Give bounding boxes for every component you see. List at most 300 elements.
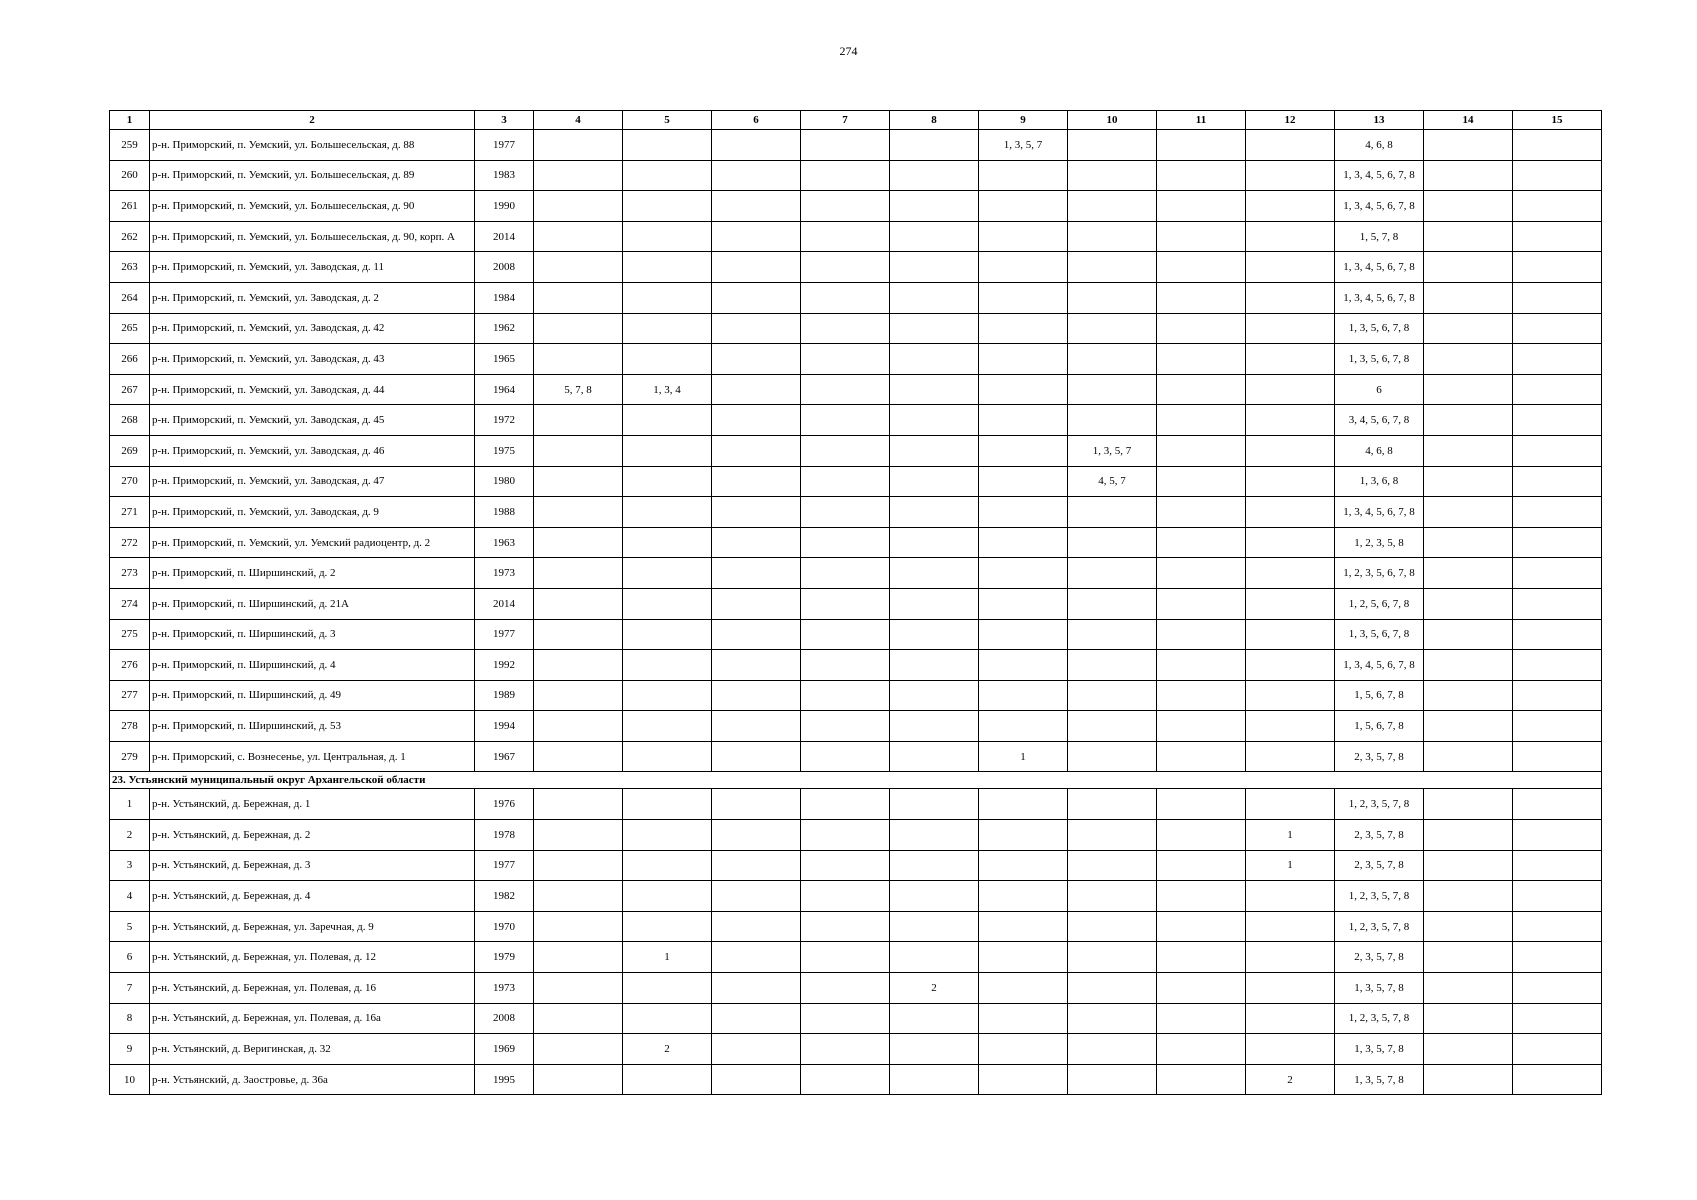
value-cell — [890, 881, 979, 912]
value-cell — [1246, 527, 1335, 558]
address-cell: р-н. Приморский, п. Уемский, ул. Большесельская, д. 89 — [150, 160, 475, 191]
table-row — [110, 313, 1602, 344]
value-cell — [1157, 527, 1246, 558]
value-cell — [1068, 191, 1157, 222]
value-cell: 4, 5, 7 — [1068, 466, 1157, 497]
value-cell — [1246, 252, 1335, 283]
value-cell — [801, 741, 890, 772]
year-cell: 2014 — [475, 588, 534, 619]
value-cell — [890, 160, 979, 191]
column-header: 1 — [110, 111, 150, 130]
table-row — [110, 942, 1602, 973]
value-cell — [890, 191, 979, 222]
value-cell — [1157, 1034, 1246, 1065]
value-cell — [623, 435, 712, 466]
value-cell — [1157, 711, 1246, 742]
year-cell: 1977 — [475, 619, 534, 650]
value-cell — [890, 711, 979, 742]
value-cell — [712, 881, 801, 912]
row-number-cell: 4 — [110, 881, 150, 912]
value-cell: 1, 5, 6, 7, 8 — [1335, 680, 1424, 711]
row-number-cell: 266 — [110, 344, 150, 375]
value-cell — [890, 374, 979, 405]
value-cell — [1246, 221, 1335, 252]
value-cell — [1424, 497, 1513, 528]
value-cell — [534, 911, 623, 942]
value-cell — [801, 1064, 890, 1095]
value-cell — [1068, 313, 1157, 344]
value-cell — [890, 1003, 979, 1034]
column-header: 15 — [1513, 111, 1602, 130]
value-cell — [801, 466, 890, 497]
value-cell — [623, 405, 712, 436]
value-cell — [1068, 850, 1157, 881]
value-cell — [801, 527, 890, 558]
value-cell — [623, 221, 712, 252]
row-number-cell: 261 — [110, 191, 150, 222]
value-cell — [1424, 252, 1513, 283]
address-cell: р-н. Устьянский, д. Бережная, ул. Полевая, д. 16а — [150, 1003, 475, 1034]
value-cell — [979, 497, 1068, 528]
table-row — [110, 881, 1602, 912]
value-cell: 2, 3, 5, 7, 8 — [1335, 741, 1424, 772]
row-number-cell: 268 — [110, 405, 150, 436]
value-cell — [1157, 850, 1246, 881]
value-cell — [1068, 130, 1157, 161]
address-cell: р-н. Приморский, п. Уемский, ул. Заводская, д. 44 — [150, 374, 475, 405]
value-cell — [979, 1003, 1068, 1034]
value-cell — [890, 680, 979, 711]
value-cell — [534, 1034, 623, 1065]
value-cell — [979, 1034, 1068, 1065]
value-cell — [1246, 789, 1335, 820]
row-number-cell: 263 — [110, 252, 150, 283]
value-cell — [534, 313, 623, 344]
value-cell — [1068, 680, 1157, 711]
value-cell — [1513, 680, 1602, 711]
value-cell: 1, 3, 5, 6, 7, 8 — [1335, 313, 1424, 344]
value-cell — [712, 650, 801, 681]
column-header: 13 — [1335, 111, 1424, 130]
value-cell — [979, 527, 1068, 558]
value-cell — [1157, 313, 1246, 344]
value-cell: 1, 3, 4, 5, 6, 7, 8 — [1335, 252, 1424, 283]
year-cell: 1982 — [475, 881, 534, 912]
value-cell — [1068, 1003, 1157, 1034]
year-cell: 1990 — [475, 191, 534, 222]
year-cell: 1980 — [475, 466, 534, 497]
table-row — [110, 130, 1602, 161]
table-row — [110, 789, 1602, 820]
value-cell: 4, 6, 8 — [1335, 130, 1424, 161]
value-cell — [1157, 820, 1246, 851]
value-cell — [623, 282, 712, 313]
value-cell — [1513, 221, 1602, 252]
year-cell: 1978 — [475, 820, 534, 851]
row-number-cell: 262 — [110, 221, 150, 252]
value-cell: 1, 3, 4, 5, 6, 7, 8 — [1335, 650, 1424, 681]
year-cell: 2008 — [475, 252, 534, 283]
year-cell: 1988 — [475, 497, 534, 528]
table-row — [110, 1003, 1602, 1034]
value-cell — [623, 313, 712, 344]
table-row — [110, 973, 1602, 1004]
value-cell — [1246, 374, 1335, 405]
address-cell: р-н. Приморский, п. Ширшинский, д. 3 — [150, 619, 475, 650]
value-cell: 1, 2, 3, 5, 8 — [1335, 527, 1424, 558]
value-cell — [623, 911, 712, 942]
value-cell — [890, 850, 979, 881]
row-number-cell: 277 — [110, 680, 150, 711]
value-cell — [801, 973, 890, 1004]
column-header: 14 — [1424, 111, 1513, 130]
value-cell — [890, 466, 979, 497]
value-cell — [623, 588, 712, 619]
value-cell — [1157, 1064, 1246, 1095]
value-cell — [623, 650, 712, 681]
value-cell — [1246, 282, 1335, 313]
value-cell — [890, 344, 979, 375]
value-cell — [890, 313, 979, 344]
address-cell: р-н. Устьянский, д. Бережная, ул. Заречная, д. 9 — [150, 911, 475, 942]
value-cell — [1246, 191, 1335, 222]
value-cell — [1424, 313, 1513, 344]
value-cell — [1513, 497, 1602, 528]
value-cell — [1424, 160, 1513, 191]
value-cell — [534, 191, 623, 222]
year-cell: 2008 — [475, 1003, 534, 1034]
row-number-cell: 259 — [110, 130, 150, 161]
value-cell — [801, 374, 890, 405]
value-cell: 1 — [1246, 850, 1335, 881]
value-cell — [801, 313, 890, 344]
value-cell — [1068, 558, 1157, 589]
value-cell — [801, 588, 890, 619]
value-cell — [1157, 282, 1246, 313]
address-cell: р-н. Приморский, с. Вознесенье, ул. Центральная, д. 1 — [150, 741, 475, 772]
value-cell: 1, 5, 6, 7, 8 — [1335, 711, 1424, 742]
value-cell: 1, 3, 5, 6, 7, 8 — [1335, 344, 1424, 375]
value-cell — [1157, 789, 1246, 820]
value-cell — [1246, 1003, 1335, 1034]
value-cell — [1424, 1064, 1513, 1095]
value-cell: 2, 3, 5, 7, 8 — [1335, 820, 1424, 851]
value-cell — [1424, 1034, 1513, 1065]
column-header: 2 — [150, 111, 475, 130]
address-cell: р-н. Приморский, п. Уемский, ул. Заводская, д. 45 — [150, 405, 475, 436]
address-cell: р-н. Устьянский, д. Бережная, д. 2 — [150, 820, 475, 851]
column-header: 9 — [979, 111, 1068, 130]
value-cell — [534, 344, 623, 375]
address-cell: р-н. Устьянский, д. Бережная, ул. Полевая, д. 16 — [150, 973, 475, 1004]
value-cell — [979, 405, 1068, 436]
value-cell — [801, 881, 890, 912]
value-cell — [1068, 711, 1157, 742]
value-cell — [623, 191, 712, 222]
value-cell — [1513, 881, 1602, 912]
address-cell: р-н. Приморский, п. Уемский, ул. Заводская, д. 2 — [150, 282, 475, 313]
value-cell: 1, 3, 4, 5, 6, 7, 8 — [1335, 497, 1424, 528]
value-cell — [1513, 435, 1602, 466]
value-cell — [623, 881, 712, 912]
header-row — [110, 111, 1602, 130]
value-cell: 1, 3, 5, 7, 8 — [1335, 1034, 1424, 1065]
value-cell — [979, 942, 1068, 973]
value-cell: 2, 3, 5, 7, 8 — [1335, 850, 1424, 881]
value-cell: 1, 3, 4, 5, 6, 7, 8 — [1335, 160, 1424, 191]
address-cell: р-н. Приморский, п. Уемский, ул. Уемский радиоцентр, д. 2 — [150, 527, 475, 558]
value-cell — [623, 1064, 712, 1095]
value-cell — [534, 435, 623, 466]
value-cell — [1513, 911, 1602, 942]
row-number-cell: 271 — [110, 497, 150, 528]
year-cell: 1973 — [475, 558, 534, 589]
value-cell — [712, 820, 801, 851]
value-cell — [1246, 497, 1335, 528]
address-cell: р-н. Приморский, п. Уемский, ул. Заводская, д. 46 — [150, 435, 475, 466]
table-row — [110, 619, 1602, 650]
address-cell: р-н. Приморский, п. Уемский, ул. Заводская, д. 9 — [150, 497, 475, 528]
year-cell: 2014 — [475, 221, 534, 252]
value-cell — [979, 344, 1068, 375]
value-cell — [623, 789, 712, 820]
address-cell: р-н. Приморский, п. Ширшинский, д. 2 — [150, 558, 475, 589]
value-cell — [1068, 1034, 1157, 1065]
value-cell — [712, 1003, 801, 1034]
value-cell — [1157, 619, 1246, 650]
value-cell — [1157, 160, 1246, 191]
value-cell — [1246, 313, 1335, 344]
year-cell: 1967 — [475, 741, 534, 772]
value-cell — [1246, 344, 1335, 375]
value-cell — [979, 588, 1068, 619]
table-row — [110, 282, 1602, 313]
value-cell — [712, 374, 801, 405]
value-cell — [890, 588, 979, 619]
value-cell: 2 — [623, 1034, 712, 1065]
row-number-cell: 272 — [110, 527, 150, 558]
value-cell — [1157, 191, 1246, 222]
value-cell — [1424, 130, 1513, 161]
value-cell — [801, 344, 890, 375]
value-cell — [979, 466, 1068, 497]
value-cell — [712, 313, 801, 344]
value-cell — [1246, 711, 1335, 742]
year-cell: 1994 — [475, 711, 534, 742]
value-cell — [979, 850, 1068, 881]
address-cell: р-н. Приморский, п. Уемский, ул. Заводская, д. 42 — [150, 313, 475, 344]
address-cell: р-н. Устьянский, д. Бережная, д. 3 — [150, 850, 475, 881]
value-cell: 2 — [1246, 1064, 1335, 1095]
value-cell — [890, 619, 979, 650]
value-cell — [712, 680, 801, 711]
value-cell — [712, 435, 801, 466]
value-cell — [1513, 973, 1602, 1004]
table-row — [110, 820, 1602, 851]
value-cell — [1157, 221, 1246, 252]
value-cell — [801, 911, 890, 942]
value-cell — [712, 558, 801, 589]
address-cell: р-н. Приморский, п. Уемский, ул. Большесельская, д. 90, корп. А — [150, 221, 475, 252]
value-cell — [1513, 130, 1602, 161]
value-cell: 5, 7, 8 — [534, 374, 623, 405]
value-cell: 1 — [979, 741, 1068, 772]
value-cell — [712, 711, 801, 742]
value-cell — [1513, 527, 1602, 558]
value-cell — [1424, 820, 1513, 851]
value-cell — [1513, 1003, 1602, 1034]
value-cell — [1513, 1064, 1602, 1095]
table-row — [110, 344, 1602, 375]
value-cell — [1068, 942, 1157, 973]
value-cell — [1424, 405, 1513, 436]
value-cell — [1246, 619, 1335, 650]
value-cell — [1157, 588, 1246, 619]
year-cell: 1995 — [475, 1064, 534, 1095]
value-cell — [1513, 405, 1602, 436]
row-number-cell: 260 — [110, 160, 150, 191]
value-cell — [1068, 405, 1157, 436]
value-cell — [1068, 221, 1157, 252]
value-cell — [712, 497, 801, 528]
year-cell: 1975 — [475, 435, 534, 466]
value-cell — [534, 1064, 623, 1095]
column-header: 5 — [623, 111, 712, 130]
value-cell: 1, 2, 3, 5, 7, 8 — [1335, 911, 1424, 942]
row-number-cell: 3 — [110, 850, 150, 881]
year-cell: 1965 — [475, 344, 534, 375]
value-cell — [1246, 680, 1335, 711]
value-cell — [890, 282, 979, 313]
row-number-cell: 270 — [110, 466, 150, 497]
value-cell — [1068, 160, 1157, 191]
row-number-cell: 278 — [110, 711, 150, 742]
table-row — [110, 711, 1602, 742]
value-cell — [1513, 850, 1602, 881]
value-cell — [1513, 650, 1602, 681]
row-number-cell: 5 — [110, 911, 150, 942]
value-cell — [979, 558, 1068, 589]
value-cell — [534, 466, 623, 497]
column-header: 6 — [712, 111, 801, 130]
value-cell — [890, 527, 979, 558]
row-number-cell: 265 — [110, 313, 150, 344]
value-cell — [623, 160, 712, 191]
value-cell — [1068, 588, 1157, 619]
value-cell — [623, 711, 712, 742]
value-cell: 4, 6, 8 — [1335, 435, 1424, 466]
value-cell — [712, 252, 801, 283]
value-cell — [801, 789, 890, 820]
column-header: 3 — [475, 111, 534, 130]
value-cell — [712, 282, 801, 313]
value-cell — [979, 680, 1068, 711]
value-cell — [623, 973, 712, 1004]
value-cell — [1157, 435, 1246, 466]
value-cell — [979, 221, 1068, 252]
value-cell — [1157, 252, 1246, 283]
year-cell: 1977 — [475, 850, 534, 881]
value-cell — [979, 374, 1068, 405]
value-cell — [712, 466, 801, 497]
page-number: 274 — [839, 44, 858, 58]
column-header: 4 — [534, 111, 623, 130]
value-cell — [801, 497, 890, 528]
row-number-cell: 6 — [110, 942, 150, 973]
value-cell — [1513, 741, 1602, 772]
value-cell — [623, 741, 712, 772]
value-cell — [534, 942, 623, 973]
value-cell — [1424, 1003, 1513, 1034]
row-number-cell: 269 — [110, 435, 150, 466]
value-cell — [623, 466, 712, 497]
value-cell — [1068, 497, 1157, 528]
value-cell — [979, 619, 1068, 650]
value-cell — [801, 252, 890, 283]
value-cell — [1246, 405, 1335, 436]
value-cell — [801, 942, 890, 973]
value-cell — [1157, 942, 1246, 973]
value-cell: 1, 2, 3, 5, 7, 8 — [1335, 1003, 1424, 1034]
year-cell: 1973 — [475, 973, 534, 1004]
value-cell — [890, 942, 979, 973]
value-cell — [1513, 466, 1602, 497]
value-cell — [801, 650, 890, 681]
value-cell — [890, 221, 979, 252]
value-cell — [1068, 1064, 1157, 1095]
value-cell — [1068, 650, 1157, 681]
value-cell — [712, 588, 801, 619]
row-number-cell: 1 — [110, 789, 150, 820]
year-cell: 1969 — [475, 1034, 534, 1065]
value-cell — [534, 558, 623, 589]
value-cell — [979, 1064, 1068, 1095]
table-row — [110, 741, 1602, 772]
value-cell — [534, 619, 623, 650]
value-cell — [712, 344, 801, 375]
value-cell — [1068, 252, 1157, 283]
value-cell — [1424, 911, 1513, 942]
value-cell — [1157, 881, 1246, 912]
value-cell — [979, 313, 1068, 344]
value-cell: 1, 2, 3, 5, 7, 8 — [1335, 789, 1424, 820]
year-cell: 1977 — [475, 130, 534, 161]
value-cell — [979, 435, 1068, 466]
value-cell — [1068, 973, 1157, 1004]
value-cell — [1157, 558, 1246, 589]
value-cell — [623, 558, 712, 589]
value-cell — [890, 405, 979, 436]
year-cell: 1962 — [475, 313, 534, 344]
section-title: 23. Устьянский муниципальный округ Архангельской области — [110, 772, 1602, 789]
value-cell — [1246, 1034, 1335, 1065]
value-cell: 1, 3, 6, 8 — [1335, 466, 1424, 497]
address-cell: р-н. Устьянский, д. Бережная, ул. Полевая, д. 12 — [150, 942, 475, 973]
address-cell: р-н. Приморский, п. Уемский, ул. Заводская, д. 11 — [150, 252, 475, 283]
value-cell — [1246, 435, 1335, 466]
value-cell — [1068, 881, 1157, 912]
row-number-cell: 267 — [110, 374, 150, 405]
value-cell — [534, 497, 623, 528]
value-cell — [623, 527, 712, 558]
value-cell — [1513, 344, 1602, 375]
value-cell — [534, 850, 623, 881]
row-number-cell: 275 — [110, 619, 150, 650]
table-row — [110, 1034, 1602, 1065]
row-number-cell: 279 — [110, 741, 150, 772]
year-cell: 1976 — [475, 789, 534, 820]
value-cell: 1 — [623, 942, 712, 973]
